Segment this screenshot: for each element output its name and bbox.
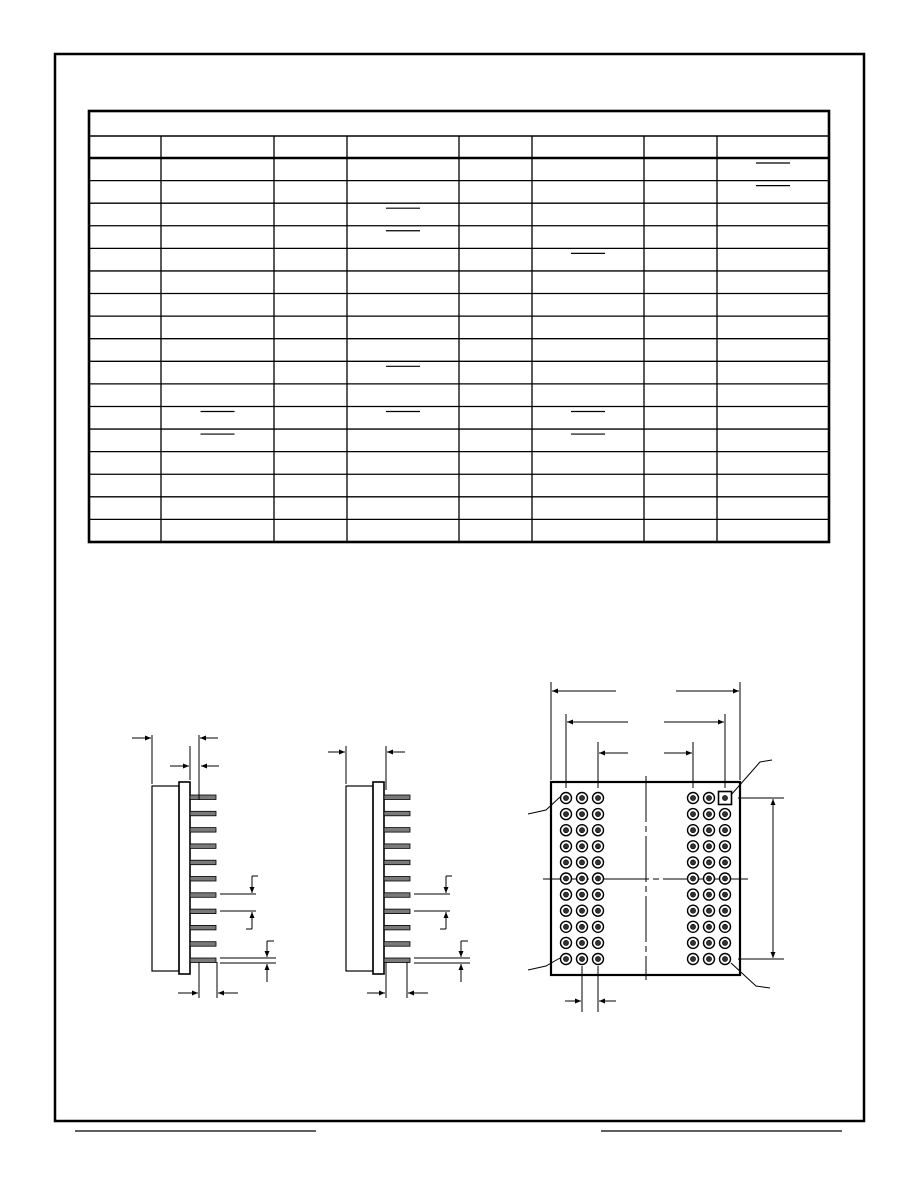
pin-pad-center bbox=[706, 876, 711, 881]
dimension-arrow bbox=[183, 764, 189, 769]
pin-pad-center bbox=[690, 795, 695, 800]
pin-lead bbox=[384, 909, 410, 914]
pin-pad-center bbox=[579, 892, 584, 897]
pin-lead bbox=[384, 860, 410, 865]
dimension-arrow bbox=[599, 751, 605, 756]
pin-pad-center bbox=[722, 844, 727, 849]
module-substrate bbox=[373, 782, 384, 974]
pin-pad-center bbox=[595, 892, 600, 897]
pin-pad-center bbox=[722, 812, 727, 817]
pin-lead bbox=[384, 958, 410, 963]
dimension-arrow bbox=[733, 689, 739, 694]
pin-pad-center bbox=[722, 940, 727, 945]
dimension-arrow bbox=[192, 991, 198, 996]
pin-lead bbox=[190, 860, 216, 865]
pin-pad-center bbox=[690, 940, 695, 945]
pin-pad-center bbox=[706, 828, 711, 833]
pin-pad-center bbox=[595, 844, 600, 849]
pin-pad-center bbox=[722, 924, 727, 929]
pin-lead bbox=[190, 877, 216, 882]
pin-pad-center bbox=[722, 828, 727, 833]
pin-pad-center bbox=[579, 795, 584, 800]
pin-pad-center bbox=[563, 956, 568, 961]
pin-pad-center bbox=[706, 956, 711, 961]
pin-pad-center bbox=[722, 892, 727, 897]
pin-pad-center bbox=[722, 908, 727, 913]
pin-pad-center bbox=[563, 795, 568, 800]
pin-pad-center bbox=[579, 956, 584, 961]
pin-pad-center bbox=[722, 956, 727, 961]
dimension-arrow bbox=[459, 951, 464, 957]
dimension-arrow bbox=[718, 720, 724, 725]
pin-lead bbox=[190, 844, 216, 849]
pin-pad-center bbox=[690, 876, 695, 881]
dimension-arrow bbox=[379, 991, 385, 996]
pin-pad-center bbox=[595, 828, 600, 833]
leader-line bbox=[731, 760, 772, 795]
pin-pad-center bbox=[595, 924, 600, 929]
pin-lead bbox=[384, 828, 410, 833]
pin-pad-center bbox=[579, 844, 584, 849]
pin-pad-center bbox=[595, 812, 600, 817]
pin-pad-center bbox=[579, 876, 584, 881]
pin-pad-center bbox=[563, 892, 568, 897]
pin-pad-center bbox=[595, 860, 600, 865]
dimension-arrow bbox=[459, 964, 464, 970]
pin-pad-center bbox=[563, 924, 568, 929]
pin-lead bbox=[190, 811, 216, 816]
module-body bbox=[152, 786, 179, 971]
dimension-arrow bbox=[339, 750, 345, 755]
pin-pad-center bbox=[595, 795, 600, 800]
pin-lead bbox=[190, 958, 216, 963]
pin-lead bbox=[190, 795, 216, 800]
dimension-arrow bbox=[250, 887, 255, 893]
dimension-arrow bbox=[444, 912, 449, 918]
pin-lead bbox=[190, 893, 216, 898]
dimension-arrow bbox=[200, 736, 206, 741]
pin-pad-center bbox=[563, 844, 568, 849]
dimension-arrow bbox=[201, 764, 207, 769]
pin-pad-center bbox=[690, 844, 695, 849]
pin-pad-center bbox=[563, 812, 568, 817]
leader-line bbox=[528, 958, 560, 970]
dimension-arrow bbox=[771, 799, 776, 805]
side-view-right bbox=[328, 746, 470, 998]
dimension-arrow bbox=[145, 736, 151, 741]
module-body bbox=[346, 786, 373, 971]
pinout-table bbox=[89, 111, 829, 542]
pin-lead bbox=[384, 811, 410, 816]
dimension-arrow bbox=[444, 887, 449, 893]
dimension-arrow bbox=[250, 912, 255, 918]
module-substrate bbox=[179, 782, 190, 974]
pin-pad-center bbox=[690, 924, 695, 929]
pin-pad-center bbox=[706, 795, 711, 800]
pin-pad-center bbox=[690, 908, 695, 913]
dimension-arrow bbox=[686, 751, 692, 756]
pin-pad-center bbox=[579, 828, 584, 833]
side-pins bbox=[190, 795, 216, 963]
pin-pad-center bbox=[706, 924, 711, 929]
pin-pad-center bbox=[706, 892, 711, 897]
pin-lead bbox=[190, 828, 216, 833]
pin-pad-center bbox=[595, 956, 600, 961]
pin-lead bbox=[190, 925, 216, 930]
pin-pad-center bbox=[595, 876, 600, 881]
pin-pad-center bbox=[595, 940, 600, 945]
pin-pad-center bbox=[706, 812, 711, 817]
dimension-arrow bbox=[387, 750, 393, 755]
pin-pad-center bbox=[722, 860, 727, 865]
pin-pad-center bbox=[579, 924, 584, 929]
dimension-arrow bbox=[218, 991, 224, 996]
pin-pad-center bbox=[706, 844, 711, 849]
dimension-arrow bbox=[552, 689, 558, 694]
pin-pad-center bbox=[722, 795, 727, 800]
pin-pad-center bbox=[579, 812, 584, 817]
pin-pad-center bbox=[563, 940, 568, 945]
pin-lead bbox=[384, 925, 410, 930]
dimension-arrow bbox=[265, 951, 270, 957]
dimension-arrow bbox=[567, 720, 573, 725]
side-view-left bbox=[132, 735, 276, 998]
bottom-view bbox=[528, 682, 784, 1012]
dimension-arrow bbox=[771, 952, 776, 958]
pin-pad-center bbox=[595, 908, 600, 913]
pin-pad-center bbox=[706, 940, 711, 945]
pin-pad-center bbox=[690, 892, 695, 897]
pin-pad-center bbox=[690, 828, 695, 833]
pin-pad-center bbox=[706, 908, 711, 913]
dimension-arrow bbox=[575, 999, 581, 1004]
pin-pad-center bbox=[579, 940, 584, 945]
pin-lead bbox=[384, 942, 410, 947]
pin-lead bbox=[384, 893, 410, 898]
dimension-arrow bbox=[599, 999, 605, 1004]
pin-lead bbox=[384, 877, 410, 882]
pin-lead bbox=[190, 942, 216, 947]
pin-pad-center bbox=[722, 876, 727, 881]
leader-line bbox=[528, 797, 560, 814]
pin-pad-center bbox=[579, 860, 584, 865]
dimension-arrow bbox=[265, 964, 270, 970]
pin-pad-center bbox=[690, 812, 695, 817]
pin-lead bbox=[190, 909, 216, 914]
pin-pad-center bbox=[563, 908, 568, 913]
pin-pad-center bbox=[563, 876, 568, 881]
pin-pad-center bbox=[706, 860, 711, 865]
pin-pad-center bbox=[563, 828, 568, 833]
pin-pad-center bbox=[579, 908, 584, 913]
pin-pad-center bbox=[563, 860, 568, 865]
side-pins bbox=[384, 795, 410, 963]
pin-lead bbox=[384, 795, 410, 800]
pin-pad-center bbox=[690, 860, 695, 865]
pin-lead bbox=[384, 844, 410, 849]
pin-pad-center bbox=[690, 956, 695, 961]
dimension-arrow bbox=[408, 991, 414, 996]
